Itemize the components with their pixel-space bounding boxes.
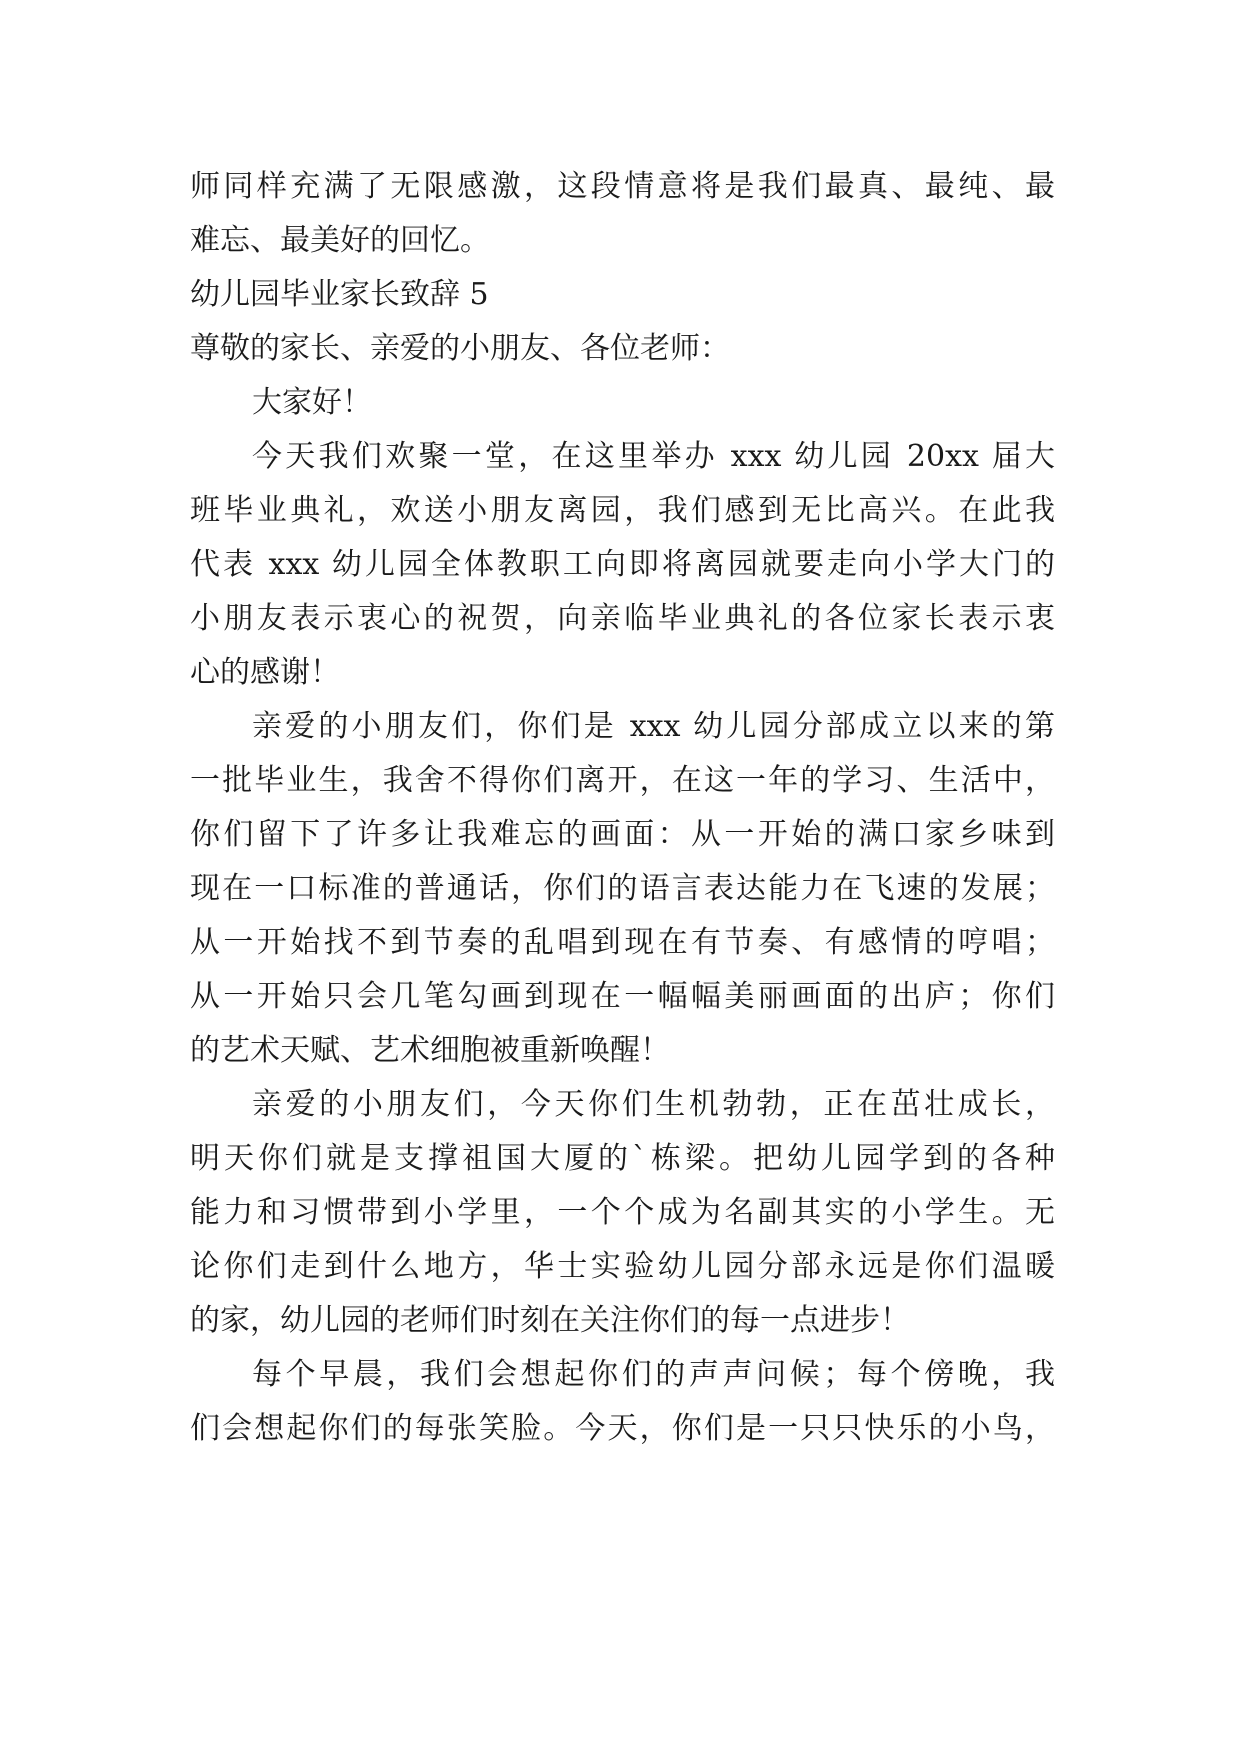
paragraph [190,700,1055,1078]
text-line: 代表 xxx 幼儿园全体教职工向即将离园就要走向小学大门的 [190,547,1055,582]
text-line: 每个早晨，我们会想起你们的声声问候；每个傍晚，我 [252,1357,1055,1392]
text-line: 你们留下了许多让我难忘的画面：从一开始的满口家乡味到 [190,817,1055,852]
text-line: 从一开始只会几笔勾画到现在一幅幅美丽画面的出庐；你们 [190,979,1055,1014]
document-body [190,160,1055,1456]
text-line: 现在一口标准的普通话，你们的语言表达能力在飞速的发展； [190,871,1055,906]
text-line: 的艺术天赋、艺术细胞被重新唤醒！ [190,1033,670,1068]
text-line: 今天我们欢聚一堂，在这里举办 xxx 幼儿园 20xx 届大 [252,439,1055,474]
text-line: 亲爱的小朋友们，今天你们生机勃勃，正在茁壮成长， [252,1087,1055,1122]
paragraph [190,1348,1055,1456]
text-line: 一批毕业生，我舍不得你们离开，在这一年的学习、生活中， [190,763,1055,798]
text-line: 的家，幼儿园的老师们时刻在关注你们的每一点进步！ [190,1303,910,1338]
text-line: 亲爱的小朋友们，你们是 xxx 幼儿园分部成立以来的第 [252,709,1055,744]
text-line: 能力和习惯带到小学里，一个个成为名副其实的小学生。无 [190,1195,1055,1230]
text-line: 明天你们就是支撑祖国大厦的`栋梁。把幼儿园学到的各种 [190,1141,1055,1176]
salutation: 尊敬的家长、亲爱的小朋友、各位老师： [190,331,730,366]
text-line: 心的感谢！ [190,655,340,690]
text-line: 师同样充满了无限感激，这段情意将是我们最真、最纯、最 [190,169,1055,204]
text-line: 难忘、最美好的回忆。 [190,223,490,258]
text-line: 班毕业典礼，欢送小朋友离园，我们感到无比高兴。在此我 [190,493,1055,528]
speech-title: 幼儿园毕业家长致辞 5 [190,277,489,312]
text-line: 小朋友表示衷心的祝贺，向亲临毕业典礼的各位家长表示衷 [190,601,1055,636]
text-line: 论你们走到什么地方，华士实验幼儿园分部永远是你们温暖 [190,1249,1055,1284]
greeting: 大家好！ [252,385,372,420]
paragraph [190,430,1055,700]
text-line: 从一开始找不到节奏的乱唱到现在有节奏、有感情的哼唱； [190,925,1055,960]
text-line: 们会想起你们的每张笑脸。今天，你们是一只只快乐的小鸟， [190,1411,1055,1446]
paragraph [190,1078,1055,1348]
